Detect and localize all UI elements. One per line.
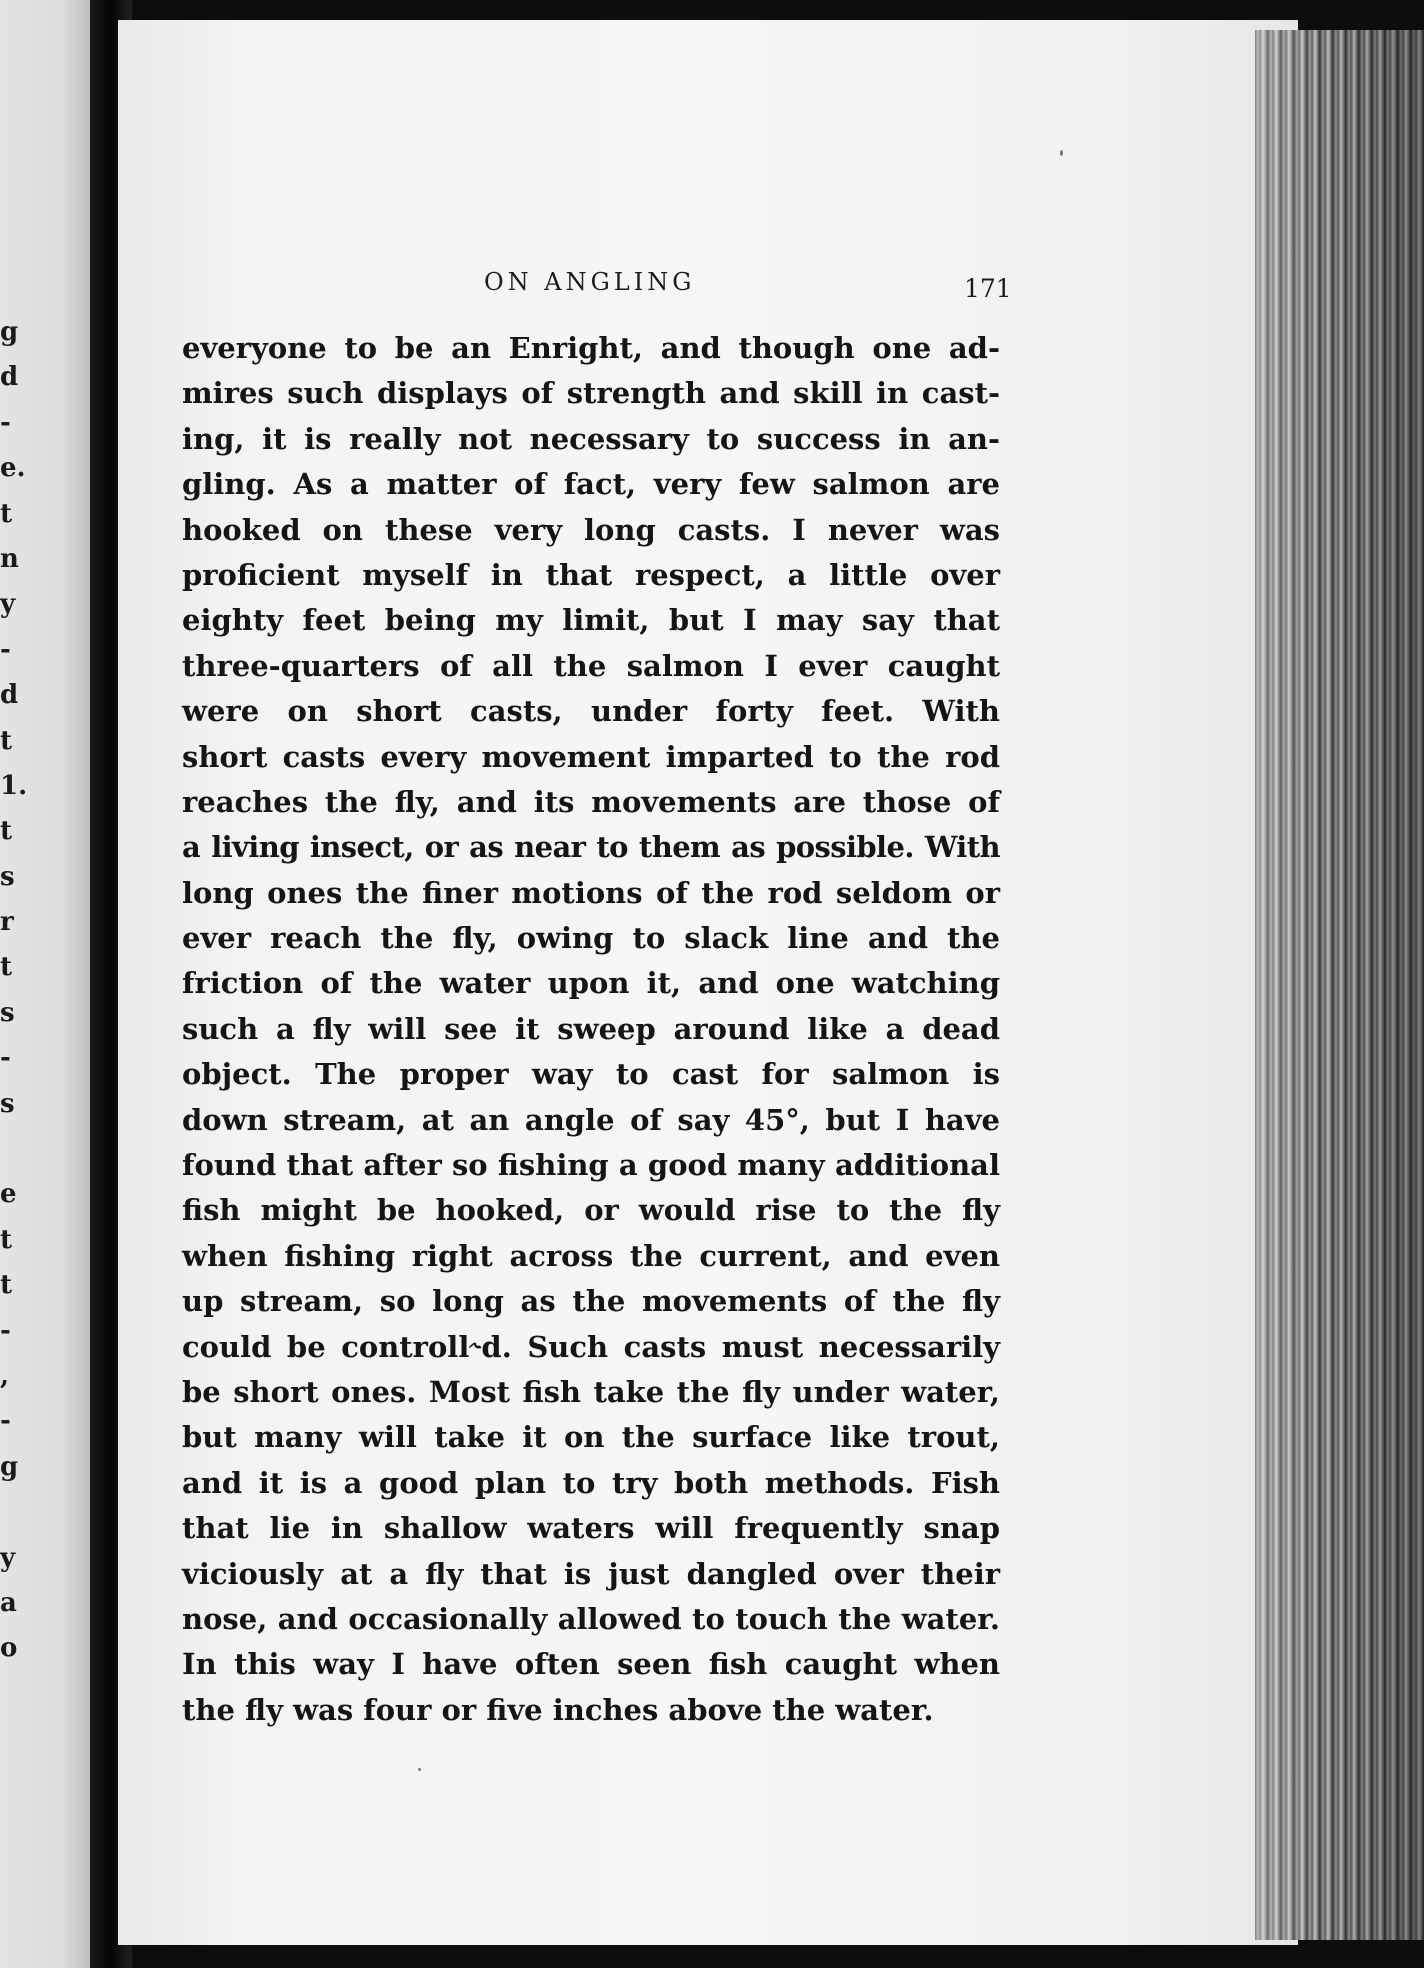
text-line: proficient myself in that respect, a little over bbox=[182, 557, 1000, 592]
text-line: could be controll˞d. Such casts must necessarily bbox=[182, 1329, 1000, 1364]
left-page-fragments bbox=[0, 310, 28, 1672]
left-page-fragment: - bbox=[0, 634, 11, 665]
left-page-fragment: e. bbox=[0, 453, 26, 484]
running-head: ON ANGLING bbox=[484, 268, 696, 296]
text-line: fish might be hooked, or would rise to the fly bbox=[182, 1193, 1000, 1228]
text-line: friction of the water upon it, and one watching bbox=[182, 966, 1000, 1001]
body-text bbox=[182, 326, 1000, 1733]
text-line: mires such displays of strength and skill in cast- bbox=[182, 376, 1000, 411]
text-line: ing, it is really not necessary to success in an- bbox=[182, 421, 1000, 456]
left-page-fragment: g bbox=[0, 317, 19, 347]
left-page-fragment: a bbox=[0, 1587, 17, 1618]
left-page-fragment: n bbox=[0, 543, 19, 574]
left-page-fragment: 1. bbox=[0, 770, 28, 801]
left-page-fragment: r bbox=[0, 907, 14, 938]
left-page-fragment: e bbox=[0, 1179, 17, 1210]
page-number: 171 bbox=[964, 274, 1012, 303]
text-line: gling. As a matter of fact, very few salmon are bbox=[182, 467, 1000, 502]
left-page-fragment bbox=[0, 1490, 24, 1535]
left-page-fragment: o bbox=[0, 1633, 18, 1664]
text-line: that lie in shallow waters will frequently snap bbox=[182, 1511, 1000, 1546]
text-line: ever reach the fly, owing to slack line and the bbox=[182, 921, 1000, 956]
left-page-fragment: g bbox=[0, 1451, 19, 1482]
text-line: up stream, so long as the movements of the fly bbox=[182, 1284, 1000, 1319]
left-page-fragment: y bbox=[0, 589, 16, 620]
text-line: In this way I have often seen fish caught when bbox=[182, 1647, 1000, 1682]
text-line: object. The proper way to cast for salmon is bbox=[182, 1057, 1000, 1092]
left-page-fragment: t bbox=[0, 725, 13, 756]
text-line: be short ones. Most fish take the fly under water, bbox=[182, 1374, 1000, 1409]
page-edges-shade bbox=[1255, 30, 1424, 1940]
text-line: long ones the finer motions of the rod seldom or bbox=[182, 875, 1000, 910]
text-line: the fly was four or five inches above the water. bbox=[182, 1692, 934, 1727]
text-line: found that after so fishing a good many additional bbox=[182, 1148, 1000, 1183]
text-line: reaches the fly, and its movements are those of bbox=[182, 784, 1000, 819]
left-page-fragment: y bbox=[0, 1542, 16, 1573]
left-page bbox=[0, 0, 90, 1968]
left-page-fragment: t bbox=[0, 498, 13, 529]
left-page-fragment: d bbox=[0, 680, 19, 711]
text-line: nose, and occasionally allowed to touch the water. bbox=[182, 1601, 1000, 1636]
left-page-fragment bbox=[0, 1127, 24, 1172]
left-page-fragment: - bbox=[0, 1043, 11, 1074]
text-line: and it is a good plan to try both methods. Fish bbox=[182, 1465, 1000, 1500]
text-line: a living insect, or as near to them as possible. With bbox=[182, 830, 1000, 865]
text-line: eighty feet being my limit, but I may say that bbox=[182, 603, 1000, 638]
left-page-fragment: - bbox=[0, 1315, 11, 1346]
text-line: when fishing right across the current, and even bbox=[182, 1238, 1000, 1273]
left-page-fragment: t bbox=[0, 816, 13, 847]
text-line: short casts every movement imparted to the rod bbox=[182, 739, 1000, 774]
text-line: viciously at a fly that is just dangled over their bbox=[182, 1556, 1000, 1591]
text-line: everyone to be an Enright, and though one ad- bbox=[182, 331, 1000, 365]
left-page-fragment: - bbox=[0, 1406, 11, 1437]
left-page-fragment: s bbox=[0, 997, 15, 1028]
left-page-fragment: , bbox=[0, 1360, 10, 1391]
text-line: such a fly will see it sweep around like a dead bbox=[182, 1011, 1000, 1046]
text-line: down stream, at an angle of say 45°, but I have bbox=[182, 1102, 1000, 1137]
left-page-fragment: t bbox=[0, 952, 13, 983]
left-page-fragment: t bbox=[0, 1224, 13, 1255]
left-page-fragment: s bbox=[0, 1088, 15, 1119]
paper-speck bbox=[418, 1768, 421, 1771]
paper-speck bbox=[1060, 150, 1063, 156]
left-page-fragment: s bbox=[0, 861, 15, 892]
text-line: but many will take it on the surface like trout, bbox=[182, 1420, 1000, 1455]
left-page-fragment: d bbox=[0, 362, 19, 393]
text-line: hooked on these very long casts. I never was bbox=[182, 512, 1000, 547]
left-page-fragment: t bbox=[0, 1270, 13, 1301]
left-page-fragment: - bbox=[0, 407, 11, 438]
text-line: were on short casts, under forty feet. With bbox=[182, 694, 1000, 729]
text-line: three-quarters of all the salmon I ever caught bbox=[182, 648, 1000, 683]
